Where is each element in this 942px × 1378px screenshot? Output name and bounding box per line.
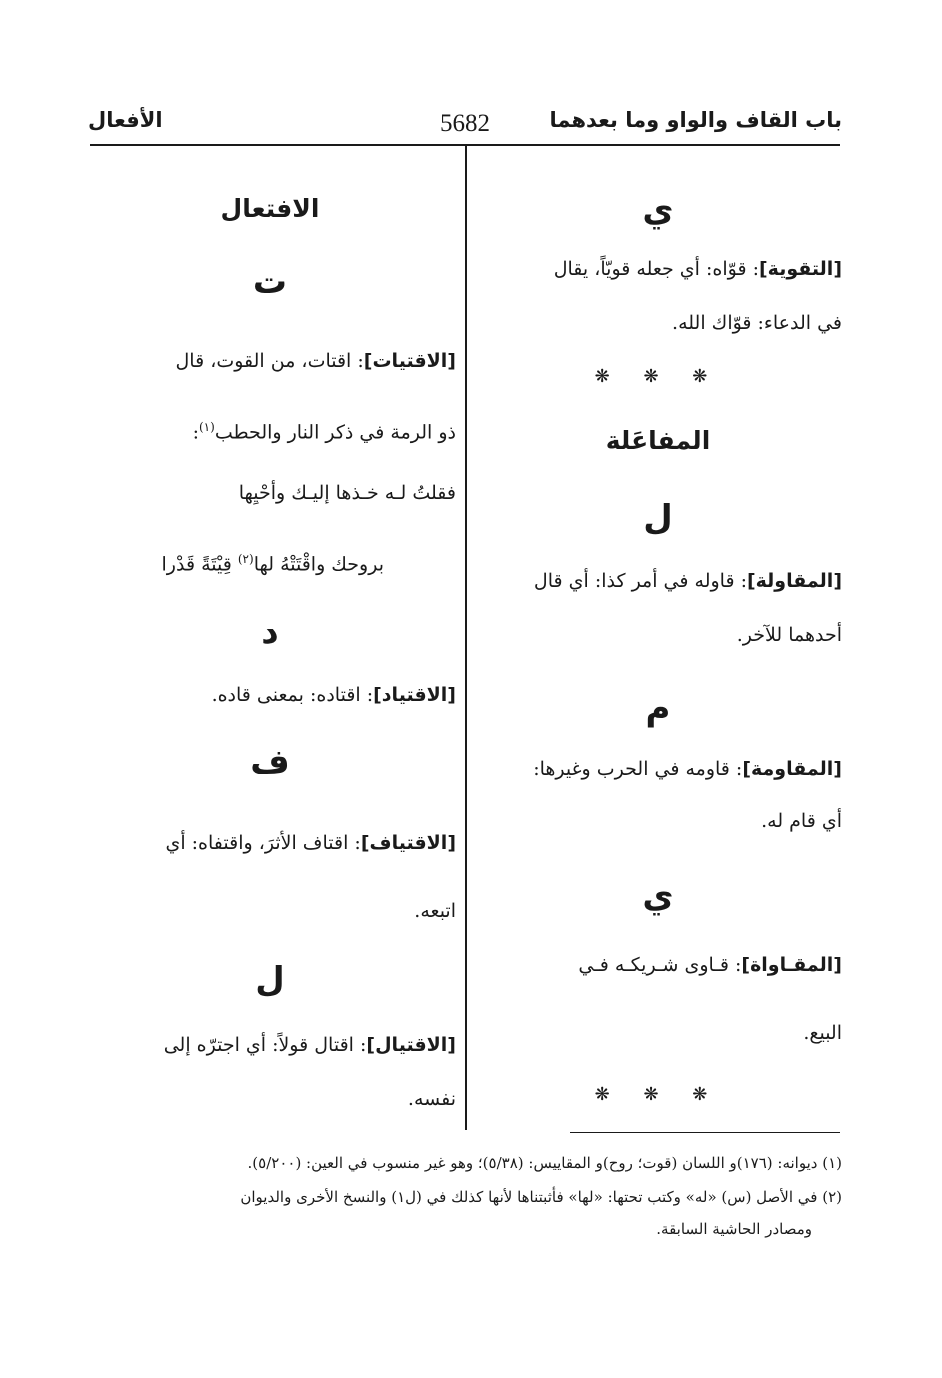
letter-heading-fa: ف	[250, 742, 290, 782]
entry-muqawat-line-2: البيع.	[803, 1022, 842, 1044]
entry-text: : قوّاه: أي جعله قويّاً، يقال	[553, 258, 759, 280]
entry-muqawala-line-2: أحدهما للآخر.	[736, 624, 842, 646]
entry-term: [التقوية]	[758, 258, 842, 280]
entry-term: [المقـاواة]	[741, 954, 842, 976]
entry-text: ذو الرمة في ذكر النار والحطب	[214, 421, 456, 444]
footnote-ref: (٢)	[237, 552, 254, 566]
entry-term: [المقاومة]	[742, 758, 842, 780]
entry-iqtiyad-line-1	[212, 680, 456, 710]
footnote-1: (١) ديوانه: (١٧٦)و اللسان (قوت؛ روح)و المقاييس: (٥/٣٨)؛ وهو غير منسوب في العين: (٥/٢٠٠).	[247, 1154, 842, 1172]
entry-iqtiyat-line-2	[193, 412, 456, 447]
letter-heading-ya-2: ي	[642, 876, 674, 916]
entry-text: : قاوله في أمر كذا: أي قال	[533, 570, 747, 592]
page-number: 5682	[440, 110, 490, 137]
entry-text: : اقتاده: بمعنى قاده.	[211, 684, 374, 706]
entry-text: : قـاوى شـريكـه فـي	[578, 954, 742, 976]
entry-term: [الاقتياف]	[360, 832, 456, 854]
entry-iqtiyal-line-1	[164, 1030, 456, 1060]
section-heading-mufaala: المفاعَلة	[605, 426, 711, 455]
entry-text: :	[192, 421, 199, 444]
entry-iqtiyaf-line-1	[165, 828, 456, 858]
entry-muqawat-line-1	[578, 950, 842, 980]
letter-heading-ya: ي	[642, 190, 674, 230]
footnote-ref: (١)	[198, 420, 215, 434]
footnote-2-line-2: ومصادر الحاشية السابقة.	[656, 1220, 812, 1238]
letter-heading-mim: م	[645, 688, 671, 728]
entry-muqawama-line-1	[533, 754, 842, 784]
entry-iqtiyaf-line-2: اتبعه.	[414, 900, 456, 922]
letter-heading-lam: ل	[255, 960, 285, 1000]
entry-muqawala-line-1	[534, 566, 842, 596]
letter-heading-lam: ل	[643, 498, 673, 538]
entry-term: [المقاولة]	[746, 570, 842, 592]
section-title: الأفعال	[88, 108, 163, 132]
section-separator-2: ❋ ❋ ❋	[594, 1084, 722, 1105]
entry-text: : اقتات، من القوت، قال	[175, 350, 364, 372]
letter-heading-ta: ت	[252, 262, 288, 302]
verse-line-1: فقلتُ لـه خـذها إليـك وأحْيِها	[238, 482, 456, 504]
entry-text: : قاومه في الحرب وغيرها:	[533, 758, 743, 780]
verse-text: قِيْتَةً قَدْرا	[161, 553, 232, 576]
entry-taqwiya-line-2: في الدعاء: قوّاك الله.	[672, 312, 842, 334]
footnote-rule	[570, 1132, 840, 1133]
footnote-2-line-1: (٢) في الأصل (س) «له» وكتب تحتها: «لها» فأثبتناها لأنها كذلك في (ل١) والنسخ الأخرى والديوان	[240, 1188, 842, 1206]
entry-text: : اقتال قولاً: أي اجترّه إلى	[163, 1034, 367, 1056]
entry-text: : اقتاف الأثرَ، واقتفاه: أي	[165, 832, 361, 854]
entry-iqtiyat-line-1	[175, 346, 456, 376]
verse-text: بروحك واقْتَتْهُ لها	[253, 553, 384, 576]
letter-heading-dal: د	[261, 612, 279, 652]
entry-muqawama-line-2: أي قام له.	[761, 810, 842, 832]
section-separator: ❋ ❋ ❋	[594, 366, 722, 387]
entry-iqtiyal-line-2: نفسه.	[407, 1088, 456, 1110]
entry-term: [الاقتيال]	[366, 1034, 456, 1056]
verse-line-2	[162, 544, 384, 579]
chapter-title: باب القاف والواو وما بعدهما	[549, 108, 842, 132]
entry-term: [الاقتياد]	[373, 684, 456, 706]
section-heading-iftial: الافتعال	[220, 194, 320, 223]
entry-term: [الاقتيات]	[363, 350, 456, 372]
column-divider	[465, 146, 467, 1130]
entry-taqwiya-line-1	[554, 254, 842, 284]
